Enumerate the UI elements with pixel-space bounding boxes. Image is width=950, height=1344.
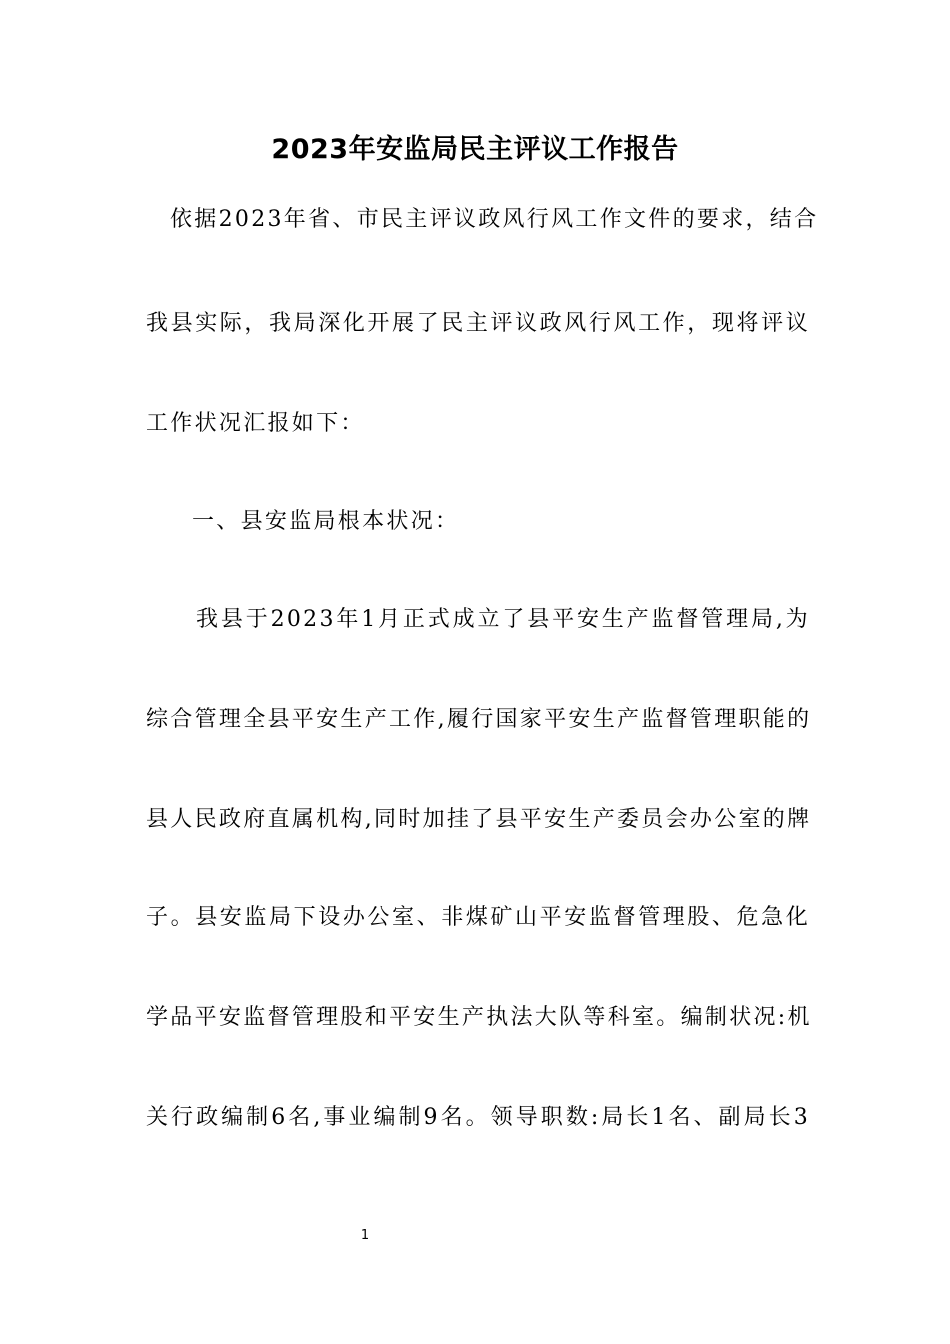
document-title: 2023年安监局民主评议工作报告 bbox=[271, 134, 679, 165]
paragraph-line-7: 子。县安监局下设办公室、非煤矿山平安监督管理股、危急化 bbox=[146, 905, 810, 930]
section-heading-1: 一、县安监局根本状况： bbox=[192, 509, 460, 534]
paragraph-line-1: 依据2023年省、市民主评议政风行风工作文件的要求，结合 bbox=[170, 207, 819, 232]
paragraph-line-9: 关行政编制6名,事业编制9名。领导职数:局长1名、副局长3 bbox=[146, 1105, 810, 1130]
paragraph-line-3: 工作状况汇报如下： bbox=[146, 411, 365, 436]
paragraph-line-4: 我县于2023年1月正式成立了县平安生产监督管理局,为 bbox=[196, 607, 810, 632]
paragraph-line-2: 我县实际，我局深化开展了民主评议政风行风工作，现将评议 bbox=[146, 311, 810, 336]
paragraph-line-8: 学品平安监督管理股和平安生产执法大队等科室。编制状况:机 bbox=[146, 1005, 812, 1030]
paragraph-line-5: 综合管理全县平安生产工作,履行国家平安生产监督管理职能的 bbox=[146, 707, 812, 732]
page-number: 1 bbox=[360, 1228, 370, 1243]
paragraph-line-6: 县人民政府直属机构,同时加挂了县平安生产委员会办公室的牌 bbox=[146, 807, 812, 832]
